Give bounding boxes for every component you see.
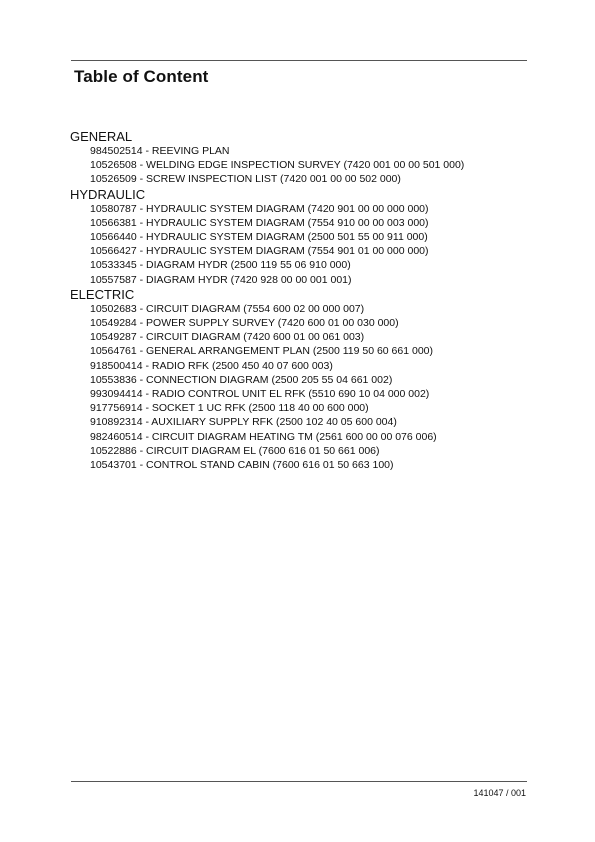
section-heading: HYDRAULIC: [70, 186, 146, 202]
section-heading: ELECTRIC: [70, 286, 135, 302]
toc-entry[interactable]: 10533345 - DIAGRAM HYDR (2500 119 55 06 910 000): [90, 259, 351, 272]
toc-entry[interactable]: 10543701 - CONTROL STAND CABIN (7600 616 01 50 663 100): [90, 459, 394, 472]
section-heading: GENERAL: [70, 129, 133, 144]
toc-section-hydraulic: [70, 187, 530, 287]
toc-entry[interactable]: 993094414 - RADIO CONTROL UNIT EL RFK (5510 690 10 04 000 002): [90, 388, 430, 401]
toc-entry[interactable]: 10566440 - HYDRAULIC SYSTEM DIAGRAM (2500 501 55 00 911 000): [90, 231, 428, 244]
toc-entry[interactable]: 10526508 - WELDING EDGE INSPECTION SURVEY (7420 001 00 00 501 000): [90, 159, 465, 172]
toc-entry[interactable]: 910892314 - AUXILIARY SUPPLY RFK (2500 102 40 05 600 004): [90, 416, 397, 429]
toc-entry[interactable]: 10564761 - GENERAL ARRANGEMENT PLAN (2500 119 50 60 661 000): [90, 345, 433, 358]
toc-entry[interactable]: 10580787 - HYDRAULIC SYSTEM DIAGRAM (7420 901 00 00 000 000): [90, 202, 429, 215]
toc-entry[interactable]: 918500414 - RADIO RFK (2500 450 40 07 600 003): [90, 359, 333, 372]
header-rule: [71, 60, 527, 61]
toc-entry[interactable]: 917756914 - SOCKET 1 UC RFK (2500 118 40 00 600 000): [90, 402, 369, 415]
toc-entry[interactable]: 982460514 - CIRCUIT DIAGRAM HEATING TM (2561 600 00 00 076 006): [90, 430, 437, 443]
toc-entry[interactable]: 10502683 - CIRCUIT DIAGRAM (7554 600 02 00 000 007): [90, 302, 365, 315]
toc-entry[interactable]: 10553836 - CONNECTION DIAGRAM (2500 205 55 04 661 002): [90, 373, 393, 386]
document-number: 141047 / 001: [473, 788, 526, 798]
table-of-contents: [70, 129, 530, 472]
page-title: Table of Content: [74, 67, 209, 86]
toc-entry[interactable]: 10526509 - SCREW INSPECTION LIST (7420 001 00 00 502 000): [90, 173, 401, 186]
footer-rule: [71, 781, 527, 782]
toc-entry[interactable]: 10566381 - HYDRAULIC SYSTEM DIAGRAM (7554 910 00 00 003 000): [90, 216, 429, 229]
toc-section-electric: [70, 287, 530, 472]
entry-list: [70, 202, 530, 287]
entry-list: [70, 144, 530, 187]
toc-entry[interactable]: 10557587 - DIAGRAM HYDR (7420 928 00 00 001 001): [90, 273, 352, 286]
toc-section-general: [70, 129, 530, 187]
toc-entry[interactable]: 10566427 - HYDRAULIC SYSTEM DIAGRAM (7554 901 01 00 000 000): [90, 245, 429, 258]
toc-entry[interactable]: 10549287 - CIRCUIT DIAGRAM (7420 600 01 00 061 003): [90, 331, 365, 344]
entry-list: [70, 302, 530, 472]
toc-entry[interactable]: 984502514 - REEVING PLAN: [90, 145, 230, 157]
toc-entry[interactable]: 10549284 - POWER SUPPLY SURVEY (7420 600 01 00 030 000): [90, 317, 399, 330]
toc-entry[interactable]: 10522886 - CIRCUIT DIAGRAM EL (7600 616 01 50 661 006): [90, 444, 380, 457]
